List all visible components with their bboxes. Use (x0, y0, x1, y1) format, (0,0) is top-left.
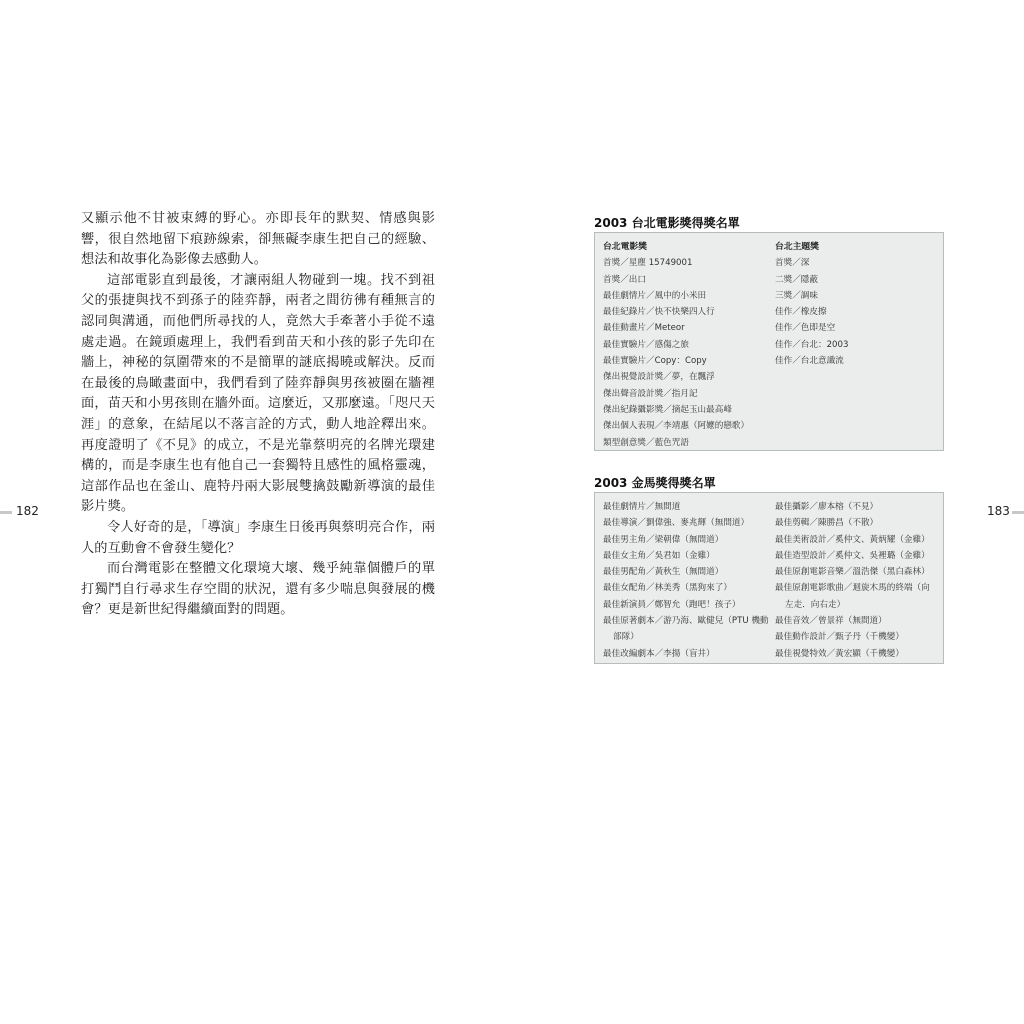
award-entry: 首獎／出口 (603, 274, 646, 285)
award-entry: 傑出視覺設計獎／夢，在飄浮 (603, 372, 715, 383)
award-entry: 最佳劇情片／風中的小米田 (603, 290, 707, 301)
award-entry: 最佳剪輯／陳勝昌（不散） (775, 518, 879, 529)
award-entry: 最佳原創電影歌曲／迴旋木馬的終端（向 (775, 583, 930, 594)
award-entry: 最佳視覺特效／黃宏顯（千機變） (775, 648, 904, 659)
award-entry: 類型創意獎／藍色咒語 (603, 437, 689, 448)
award-entry: 最佳新演員／鄭智允（跑吧！孩子） (603, 599, 741, 610)
award-section-heading: 台北主題獎 (775, 242, 819, 252)
award-entry: 最佳動畫片／Meteor (603, 323, 685, 334)
taipei-awards-col2 (775, 239, 939, 369)
award-entry: 最佳實驗片／感傷之旅 (603, 339, 689, 350)
award-entry: 傑出個人表現／李靖惠（阿嬤的戀歌） (603, 421, 750, 432)
award-entry: 二獎／隱蔽 (775, 274, 818, 285)
award-entry: 佳作／色即是空 (775, 323, 836, 334)
page-number-right: 183 (987, 504, 1010, 518)
award-entry: 佳作／台北意識流 (775, 356, 844, 367)
taipei-awards-col1 (603, 239, 771, 451)
golden-horse-col2 (775, 499, 939, 662)
award-entry: 最佳女主角／吳君如（金雞） (603, 550, 715, 561)
award-entry: 最佳導演／劉偉強、麥兆輝（無間道） (603, 518, 750, 529)
award-entry: 最佳動作設計／甄子丹（千機變） (775, 632, 904, 643)
award-entry: 傑出紀錄攝影獎／摘起玉山最高峰 (603, 404, 732, 415)
page-number-bar (0, 511, 12, 514)
golden-horse-box (594, 492, 944, 664)
award-entry: 最佳實驗片／Copy：Copy (603, 356, 707, 367)
award-entry: 首獎／星塵 15749001 (603, 258, 693, 269)
page-number-bar (1012, 511, 1024, 514)
award-entry: 最佳劇情片／無間道 (603, 502, 681, 512)
paragraph: 這部電影直到最後，才讓兩組人物碰到一塊。找不到祖父的張捷與找不到孫子的陸弈靜，兩者之間彷彿有種無言的認同與溝通，而他們所尋找的人，竟然大手牽著小手從不遠處走過。在鏡頭處理上，我們看到苗天和小孩的影子先印在牆上，神秘的氛圍帶來的不是簡單的謎底揭曉或解決。反而在最後的鳥瞰畫面中，我們看到了陸弈靜與男孩被圈在牆裡面，苗天和小男孩則在牆外面。這麼近，又那麼遠。「咫尺天涯」的意象，在結尾以不落言詮的方式，動人地詮釋出來。再度證明了《不見》的成立，不是光靠蔡明亮的名牌光環建構的，而是李康生也有他自己一套獨特且感性的風格靈魂，這部作品也在釜山、鹿特丹兩大影展雙擒鼓勵新導演的最佳影片獎。 (81, 272, 435, 515)
award-entry: 佳作／橡皮擦 (775, 307, 827, 318)
award-entry: 佳作／台北：2003 (775, 339, 849, 350)
paragraph: 而台灣電影在整體文化環境大壞、幾乎純靠個體戶的單打獨鬥自行尋求生存空間的狀況，還有多少喘息與發展的機會？更是新世紀得繼續面對的問題。 (81, 561, 435, 618)
golden-horse-title: 2003 金馬獎得獎名單 (594, 476, 716, 490)
paragraph: 又顯示他不甘被束縛的野心。亦即長年的默契、情感與影響，很自然地留下痕跡線索，卻無礙李康生把自己的經驗、想法和故事化為影像去感動人。 (81, 211, 435, 268)
award-entry: 左走．向右走） (785, 599, 846, 610)
award-entry: 最佳造型設計／奚仲文、吳裡璐（金雞） (775, 550, 930, 561)
award-entry: 最佳美術設計／奚仲文、黃炳耀（金雞） (775, 534, 930, 545)
award-entry: 最佳紀錄片／快不快樂四人行 (603, 307, 715, 318)
award-entry: 最佳男配角／黃秋生（無間道） (603, 567, 724, 578)
award-entry: 最佳女配角／林美秀（黑狗來了） (603, 583, 732, 594)
award-entry: 最佳音效／曾景祥（無間道） (775, 616, 887, 627)
award-section-heading: 台北電影獎 (603, 242, 647, 252)
left-page-body (81, 209, 435, 621)
award-entry: 最佳攝影／廖本榕（不見） (775, 502, 879, 512)
award-entry: 首獎／深 (775, 258, 810, 269)
golden-horse-col1 (603, 499, 771, 662)
award-entry: 最佳男主角／梁朝偉（無間道） (603, 534, 724, 545)
page-number-left: 182 (16, 504, 39, 518)
award-entry: 最佳改編劇本／李揚（盲井） (603, 648, 715, 659)
paragraph: 令人好奇的是，「導演」李康生日後再與蔡明亮合作，兩人的互動會不會發生變化？ (81, 519, 435, 556)
taipei-awards-title: 2003 台北電影獎得獎名單 (594, 216, 740, 230)
award-entry: 傑出聲音設計獎／指月記 (603, 388, 698, 399)
taipei-awards-box (594, 232, 944, 451)
award-entry: 部隊） (613, 632, 639, 643)
award-entry: 三獎／調味 (775, 290, 818, 301)
award-entry: 最佳原著劇本／游乃海、歐健兒（PTU 機動 (603, 616, 769, 627)
award-entry: 最佳原創電影音樂／溫浩傑（黑白森林） (775, 567, 930, 578)
